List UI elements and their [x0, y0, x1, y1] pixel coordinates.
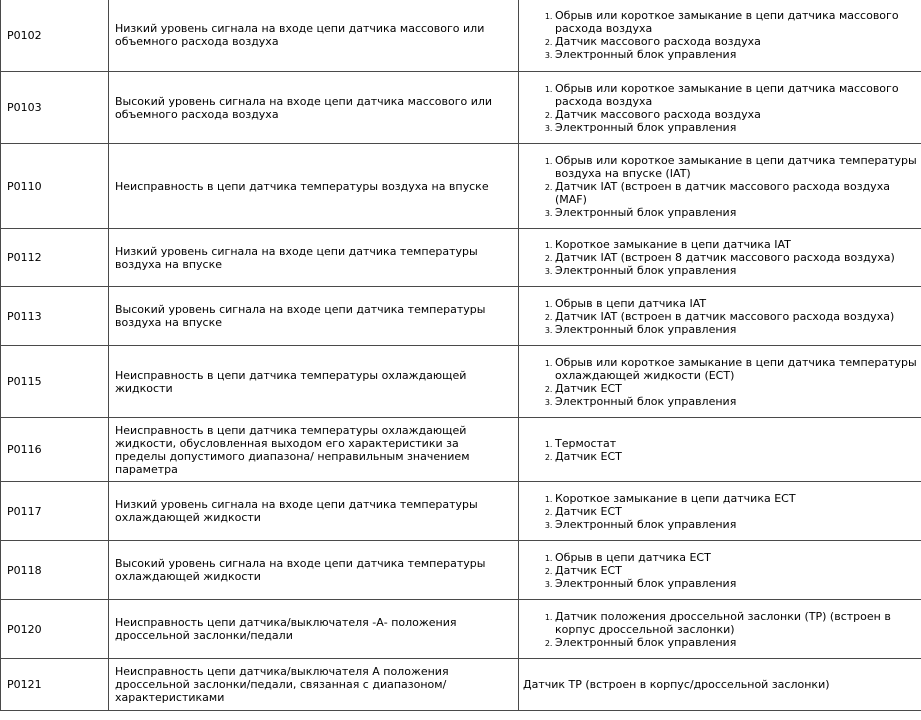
table-row: [1, 0, 921, 72]
fault-description: Высокий уровень сигнала на входе цепи датчика температуры охлаждающей жидкости: [109, 541, 519, 600]
fault-causes: [519, 482, 921, 541]
table-row: [1, 287, 921, 346]
fault-description: Неисправность цепи датчика/выключателя -А- положения дроссельной заслонки/педали: [109, 600, 519, 659]
fault-description: Неисправность в цепи датчика температуры воздуха на впуске: [109, 144, 519, 229]
cause-item: 1. Обрыв в цепи датчика IAT: [555, 297, 919, 310]
fault-causes: [519, 287, 921, 346]
cause-item: 1. Обрыв в цепи датчика ECT: [555, 551, 919, 564]
fault-description: Высокий уровень сигнала на входе цепи датчика температуры воздуха на впуске: [109, 287, 519, 346]
fault-code: P0115: [1, 346, 109, 418]
cause-item: 2. Датчик ECT: [555, 382, 919, 395]
cause-list: [523, 238, 919, 277]
cause-item: 3. Электронный блок управления: [555, 518, 919, 531]
cause-item: 1. Обрыв или короткое замыкание в цепи датчика массового расхода воздуха: [555, 9, 919, 35]
cause-item: 1. Обрыв или короткое замыкание в цепи датчика температуры воздуха на впуске (IAT): [555, 154, 919, 180]
cause-list: [523, 356, 919, 408]
cause-item: 3. Электронный блок управления: [555, 577, 919, 590]
fault-code: P0102: [1, 0, 109, 72]
cause-list: [523, 9, 919, 61]
fault-code: P0121: [1, 659, 109, 711]
fault-description: Высокий уровень сигнала на входе цепи датчика массового или объемного расхода воздуха: [109, 72, 519, 144]
cause-item: 1. Датчик положения дроссельной заслонки (TP) (встроен в корпус дроссельной заслонки): [555, 610, 919, 636]
fault-causes: [519, 541, 921, 600]
cause-item: 1. Короткое замыкание в цепи датчика IAT: [555, 238, 919, 251]
cause-list: [523, 551, 919, 590]
fault-code: P0113: [1, 287, 109, 346]
table-row: [1, 418, 921, 482]
fault-description: Низкий уровень сигнала на входе цепи датчика массового или объемного расхода воздуха: [109, 0, 519, 72]
cause-text: Датчик TP (встроен в корпус/дроссельной заслонки): [523, 678, 830, 691]
cause-item: 1. Короткое замыкание в цепи датчика ECT: [555, 492, 919, 505]
fault-causes: [519, 600, 921, 659]
cause-item: 1. Термостат: [555, 437, 919, 450]
table-row: [1, 144, 921, 229]
fault-causes: [519, 72, 921, 144]
fault-code: P0112: [1, 229, 109, 287]
cause-item: 3. Электронный блок управления: [555, 395, 919, 408]
cause-item: 2. Датчик массового расхода воздуха: [555, 35, 919, 48]
fault-code: P0103: [1, 72, 109, 144]
fault-code: P0116: [1, 418, 109, 482]
cause-item: 3. Электронный блок управления: [555, 48, 919, 61]
cause-item: 3. Электронный блок управления: [555, 264, 919, 277]
cause-list: [523, 437, 919, 463]
cause-list: [523, 492, 919, 531]
fault-causes: [519, 418, 921, 482]
cause-item: 2. Датчик ECT: [555, 450, 919, 463]
fault-code: P0110: [1, 144, 109, 229]
fault-causes: [519, 346, 921, 418]
fault-description: Низкий уровень сигнала на входе цепи датчика температуры охлаждающей жидкости: [109, 482, 519, 541]
table-row: [1, 346, 921, 418]
fault-causes: [519, 659, 921, 711]
fault-code: P0118: [1, 541, 109, 600]
fault-description: Неисправность в цепи датчика температуры охлаждающей жидкости, обусловленная выходом его характеристики за пределы допустимого диапазона/ неправильным значением параметра: [109, 418, 519, 482]
cause-item: 2. Датчик ECT: [555, 564, 919, 577]
cause-item: 2. Датчик ECT: [555, 505, 919, 518]
cause-list: [523, 297, 919, 336]
cause-item: 3. Электронный блок управления: [555, 121, 919, 134]
cause-list: [523, 610, 919, 649]
fault-description: Неисправность в цепи датчика температуры охлаждающей жидкости: [109, 346, 519, 418]
cause-item: 3. Электронный блок управления: [555, 206, 919, 219]
fault-causes: [519, 144, 921, 229]
cause-item: 1. Обрыв или короткое замыкание в цепи датчика массового расхода воздуха: [555, 82, 919, 108]
cause-list: [523, 82, 919, 134]
cause-item: 2. Датчик массового расхода воздуха: [555, 108, 919, 121]
cause-list: [523, 154, 919, 219]
cause-item: 2. Датчик IAT (встроен в датчик массового расхода воздуха): [555, 310, 919, 323]
table-row: [1, 659, 921, 711]
table-row: [1, 72, 921, 144]
cause-item: 1. Обрыв или короткое замыкание в цепи датчика температуры охлаждающей жидкости (ECT): [555, 356, 919, 382]
table-row: [1, 541, 921, 600]
table-row: [1, 482, 921, 541]
fault-causes: [519, 0, 921, 72]
fault-code: P0117: [1, 482, 109, 541]
fault-description: Низкий уровень сигнала на входе цепи датчика температуры воздуха на впуске: [109, 229, 519, 287]
cause-item: 2. Датчик IAT (встроен 8 датчик массового расхода воздуха): [555, 251, 919, 264]
fault-causes: [519, 229, 921, 287]
table-row: [1, 600, 921, 659]
table-row: [1, 229, 921, 287]
cause-item: 2. Датчик IAT (встроен в датчик массового расхода воздуха (MAF): [555, 180, 919, 206]
cause-item: 3. Электронный блок управления: [555, 323, 919, 336]
fault-description: Неисправность цепи датчика/выключателя А положения дроссельной заслонки/педали, связанная с диапазоном/ характеристиками: [109, 659, 519, 711]
fault-code: P0120: [1, 600, 109, 659]
cause-item: 2. Электронный блок управления: [555, 636, 919, 649]
